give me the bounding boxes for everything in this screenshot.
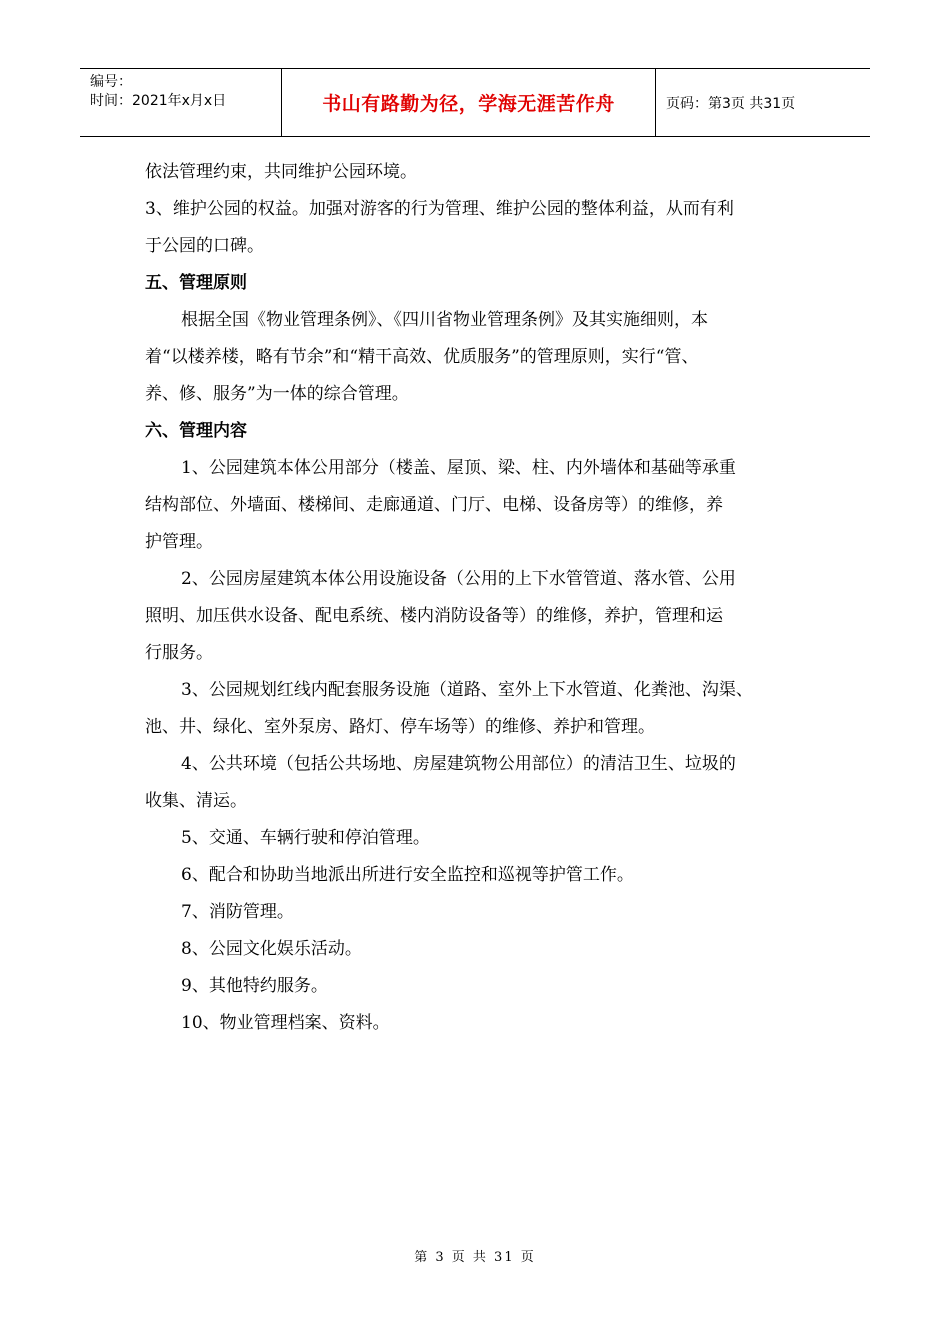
body-text-line: 护管理。 bbox=[145, 532, 213, 552]
body-text-line: 9、其他特约服务。 bbox=[181, 976, 328, 996]
body-text-line: 收集、清运。 bbox=[145, 791, 247, 811]
body-text-line: 根据全国《物业管理条例》、《四川省物业管理条例》及其实施细则，本 bbox=[181, 310, 708, 330]
body-text-line: 5、交通、车辆行驶和停泊管理。 bbox=[181, 828, 430, 848]
body-text-line: 依法管理约束，共同维护公园环境。 bbox=[145, 162, 417, 182]
body-text-line: 池、井、绿化、室外泵房、路灯、停车场等）的维修、养护和管理。 bbox=[145, 717, 655, 737]
body-text-line: 3、公园规划红线内配套服务设施（道路、室外上下水管道、化粪池、沟渠、 bbox=[181, 680, 753, 700]
body-text-line: 6、配合和协助当地派出所进行安全监控和巡视等护管工作。 bbox=[181, 865, 634, 885]
body-text-line: 照明、加压供水设备、配电系统、楼内消防设备等）的维修，养护，管理和运 bbox=[145, 606, 723, 626]
body-text-line: 结构部位、外墙面、楼梯间、走廊通道、门厅、电梯、设备房等）的维修，养 bbox=[145, 495, 723, 515]
page-footer: 第 3 页 共 31 页 bbox=[414, 1250, 536, 1265]
body-text-line: 7、消防管理。 bbox=[181, 902, 294, 922]
body-text-line: 10、物业管理档案、资料。 bbox=[181, 1013, 390, 1033]
header-motto-cell bbox=[282, 69, 656, 136]
body-text-line: 1、公园建筑本体公用部分（楼盖、屋顶、梁、柱、内外墙体和基础等承重 bbox=[181, 458, 736, 478]
header-table bbox=[80, 68, 870, 137]
header-meta-cell bbox=[80, 69, 282, 136]
header-page-cell bbox=[656, 69, 870, 136]
document-body bbox=[145, 154, 810, 1042]
body-text-line: 3、维护公园的权益。加强对游客的行为管理、维护公园的整体利益，从而有利 bbox=[145, 199, 734, 219]
document-number-label: 编号： bbox=[90, 74, 132, 90]
body-text-line: 着“以楼养楼，略有节余”和“精干高效、优质服务”的管理原则，实行“管、 bbox=[145, 347, 699, 367]
body-text-line: 2、公园房屋建筑本体公用设施设备（公用的上下水管管道、落水管、公用 bbox=[181, 569, 736, 589]
body-text-line: 4、公共环境（包括公共场地、房屋建筑物公用部位）的清洁卫生、垃圾的 bbox=[181, 754, 736, 774]
section-heading: 五、管理原则 bbox=[145, 273, 247, 293]
page-info: 页码：第3页 共31页 bbox=[666, 95, 796, 112]
motto-text: 书山有路勤为径，学海无涯苦作舟 bbox=[322, 93, 615, 115]
body-text-line: 养、修、服务”为一体的综合管理。 bbox=[145, 384, 409, 404]
section-heading: 六、管理内容 bbox=[145, 421, 247, 441]
body-text-line: 8、公园文化娱乐活动。 bbox=[181, 939, 362, 959]
document-date: 时间：2021年x月x日 bbox=[90, 93, 227, 109]
body-text-line: 行服务。 bbox=[145, 643, 213, 663]
body-text-line: 于公园的口碑。 bbox=[145, 236, 264, 256]
